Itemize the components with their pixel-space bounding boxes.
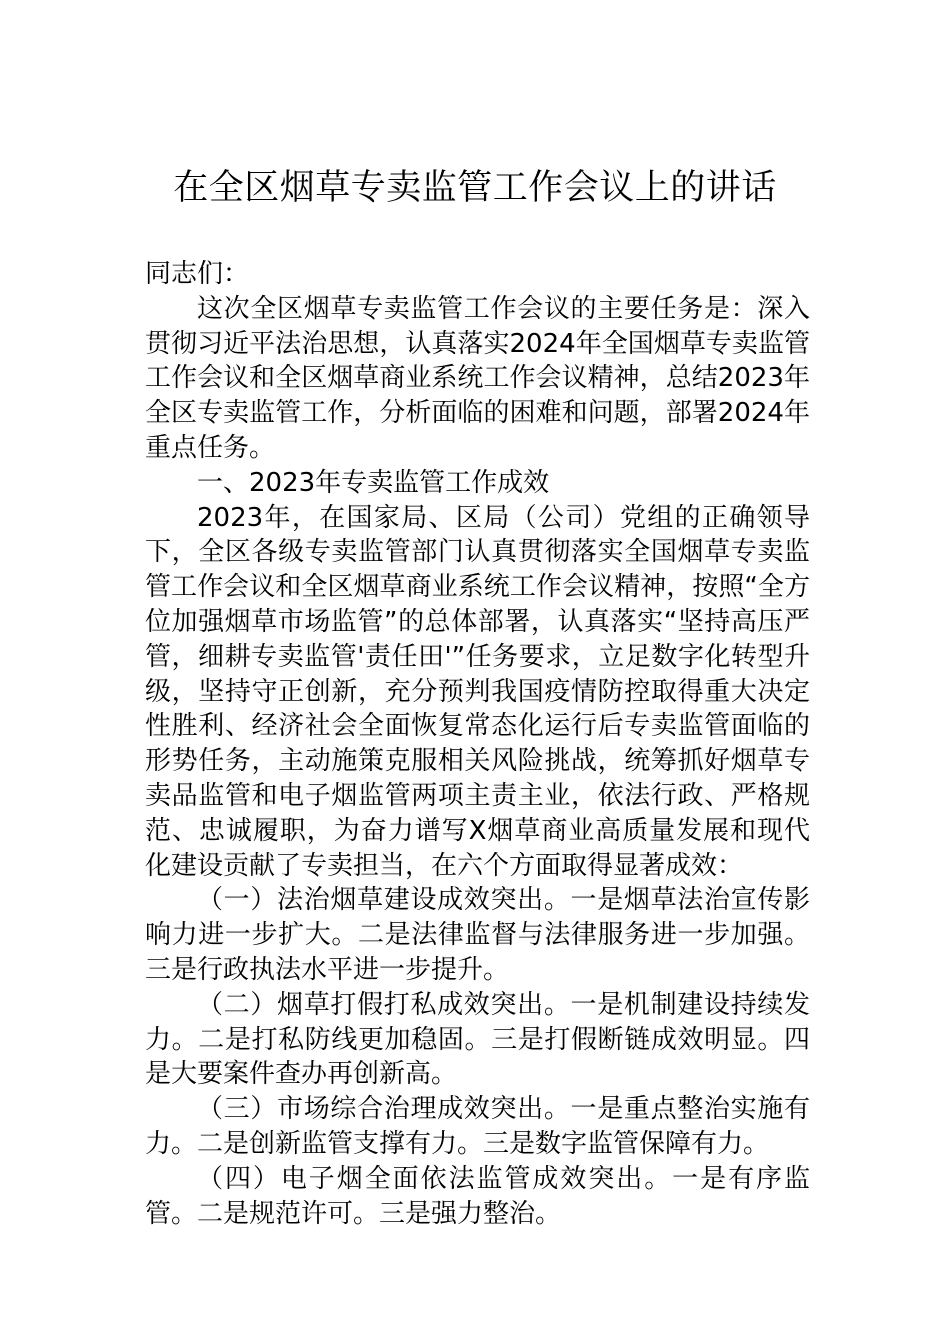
section-heading-1: 一、2023年专卖监管工作成效 [197, 467, 550, 498]
achievements-paragraph: 2023年，在国家局、区局（公司）党组的正确领导下，全区各级专卖监管部门认真贯彻落实全国烟草专卖监管工作会议和全区烟草商业系统工作会议精神，按照“全方位加强烟草市场监管”的总体部署，认真落实“坚持高压严管，细耕专卖监管'责任田'”任务要求，立足数字化转型升级，坚持守正创新，充分预判我国疫情防控取得重大决定性胜利、经济社会全面恢复常态化运行后专卖监管面临的形势任务，主动施策克服相关风险挑战，统筹抓好烟草专卖品监管和电子烟监管两项主责主业，依法行政、严格规范、忠诚履职，为奋力谱写X烟草商业高质量发展和现代化建设贡献了专卖担当，在六个方面取得显著成效： [145, 502, 810, 881]
subsection-1-paragraph: （一）法治烟草建设成效突出。一是烟草法治宣传影响力进一步扩大。二是法律监督与法律服务进一步加强。三是行政执法水平进一步提升。 [145, 885, 810, 985]
subsection-2-paragraph: （二）烟草打假打私成效突出。一是机制建设持续发力。二是打私防线更加稳固。三是打假断链成效明显。四是大要案件查办再创新高。 [145, 989, 810, 1090]
salutation: 同志们： [145, 259, 250, 289]
subsection-3-paragraph: （三）市场综合治理成效突出。一是重点整治实施有力。二是创新监管支撑有力。三是数字监管保障有力。 [145, 1094, 810, 1159]
document-body [145, 257, 810, 1231]
document-title: 在全区烟草专卖监管工作会议上的讲话 [173, 168, 777, 208]
subsection-4-paragraph: （四）电子烟全面依法监管成效突出。一是有序监管。二是规范许可。三是强力整治。 [145, 1163, 810, 1229]
intro-paragraph: 这次全区烟草专卖监管工作会议的主要任务是：深入贯彻习近平法治思想，认真落实2024年全国烟草专卖监管工作会议和全区烟草商业系统工作会议精神，总结2023年全区专卖监管工作，分析面临的困难和问题，部署2024年重点任务。 [145, 293, 810, 463]
